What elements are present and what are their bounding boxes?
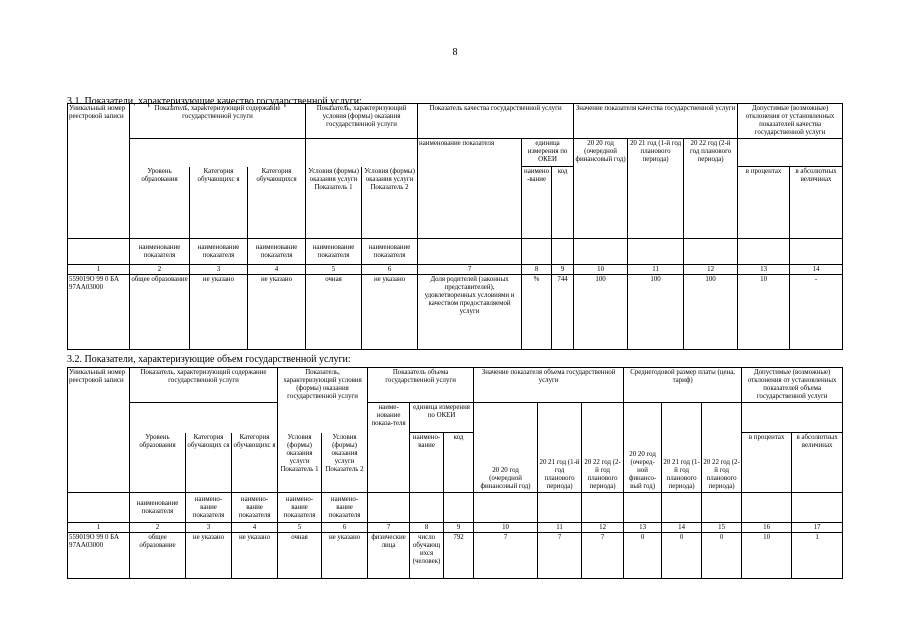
header-deviation-percent: в процентах bbox=[742, 433, 792, 493]
cell-value-2022: 100 bbox=[684, 275, 738, 350]
header-condition-2: Условия (формы) оказания услуги Показатель 2 bbox=[362, 167, 418, 239]
header-unit-code: код bbox=[552, 167, 574, 239]
volume-indicators-table bbox=[67, 367, 843, 579]
header-blank-cell bbox=[538, 493, 582, 523]
column-number: 11 bbox=[538, 523, 582, 533]
header-unique-number: Уникальный номер реестровой записи bbox=[68, 104, 130, 239]
cell-value-2020: 7 bbox=[474, 533, 538, 579]
header-content: Показатель, характеризующий содержание государственной услуги bbox=[130, 104, 306, 139]
header-unit-name: наимено-вание bbox=[522, 167, 552, 239]
header-value-2021: 20 21 год (1-й год планового периода) bbox=[538, 403, 582, 493]
header-blank-cell bbox=[628, 239, 684, 265]
column-number: 7 bbox=[418, 265, 522, 275]
header-indicator-name: наимено-вание показателя bbox=[278, 493, 322, 523]
header-blank-cell bbox=[418, 239, 522, 265]
header-quality-name: наименование показателя bbox=[418, 139, 522, 239]
header-student-category-1: Категория обучающихс я bbox=[190, 167, 248, 239]
cell-registry-id: 559019О 99 0 БА 97АА03000 bbox=[68, 275, 130, 350]
cell-condition-1: очная bbox=[306, 275, 362, 350]
column-number: 8 bbox=[410, 523, 444, 533]
header-student-category-1: Категория обучающих ся bbox=[186, 433, 232, 493]
cell-volume-indicator: физические лица bbox=[368, 533, 410, 579]
header-indicator-name: наименование показателя bbox=[306, 239, 362, 265]
cell-fee-2021: 0 bbox=[662, 533, 702, 579]
header-volume: Показатель объема государственной услуги bbox=[368, 368, 474, 403]
column-number: 3 bbox=[190, 265, 248, 275]
column-number: 14 bbox=[790, 265, 843, 275]
header-deviation-blank bbox=[738, 139, 843, 167]
header-unit: единица измерения по ОКЕИ bbox=[410, 403, 474, 433]
column-number: 7 bbox=[368, 523, 410, 533]
column-number: 6 bbox=[322, 523, 368, 533]
header-blank-cell bbox=[474, 493, 538, 523]
header-fee-2020: 20 20 год (очеред-ной финансо-вый год) bbox=[624, 403, 662, 493]
cell-student-category-2: не указано bbox=[232, 533, 278, 579]
header-blank-cell bbox=[792, 493, 843, 523]
quality-indicators-table bbox=[67, 103, 843, 350]
header-deviation: Допустимые (возможные) отклонения от установленных показателей качества государственной услуги bbox=[738, 104, 843, 139]
cell-value-2021: 100 bbox=[628, 275, 684, 350]
header-blank-cell bbox=[738, 239, 790, 265]
header-blank-cell bbox=[444, 493, 474, 523]
header-value-2020: 20 20 год (очередной финансовый год) bbox=[474, 403, 538, 493]
header-condition-2: Условия (формы) оказания услуги Показатель 2 bbox=[322, 433, 368, 493]
header-fee-2022: 20 22 год (2-й год планового периода) bbox=[702, 403, 742, 493]
header-value: Значение показателя качества государственной услуги bbox=[574, 104, 738, 139]
header-deviation-absolute: в абсолютных величинах bbox=[792, 433, 843, 493]
column-number: 6 bbox=[362, 265, 418, 275]
header-blank-cell bbox=[68, 239, 130, 265]
header-fee-2021: 20 21 год (1-й год планового периода) bbox=[662, 403, 702, 493]
section-heading-volume: 3.2. Показатели, характеризующие объем государственной услуги: bbox=[67, 354, 351, 365]
header-year-2022: 20 22 год (2-й год планового периода) bbox=[684, 139, 738, 239]
header-indicator-name: наименование показателя bbox=[248, 239, 306, 265]
column-number: 9 bbox=[552, 265, 574, 275]
header-blank-cell bbox=[582, 493, 624, 523]
header-deviation: Допустимые (возможные) отклонения от установленных показателей объема государственной услуги bbox=[742, 368, 843, 403]
cell-value-2022: 7 bbox=[582, 533, 624, 579]
column-number: 16 bbox=[742, 523, 792, 533]
cell-deviation-percent: 10 bbox=[738, 275, 790, 350]
header-indicator-name: наименование показателя bbox=[130, 239, 190, 265]
header-conditions-blank bbox=[306, 139, 418, 167]
column-number: 10 bbox=[474, 523, 538, 533]
header-content: Показатель, характеризующий содержание государственной услуги bbox=[130, 368, 278, 403]
column-number: 3 bbox=[186, 523, 232, 533]
header-volume-name: наиме-нование показа-теля bbox=[368, 403, 410, 493]
header-blank-cell bbox=[368, 493, 410, 523]
header-indicator-name: наимено-вание показателя bbox=[232, 493, 278, 523]
column-number: 13 bbox=[738, 265, 790, 275]
header-indicator-name: наименование показателя bbox=[130, 493, 186, 523]
header-deviation-percent: в процентах bbox=[738, 167, 790, 239]
cell-education-level: общее образование bbox=[130, 533, 186, 579]
column-number: 2 bbox=[130, 523, 186, 533]
cell-student-category-1: не указано bbox=[190, 275, 248, 350]
column-number: 17 bbox=[792, 523, 843, 533]
header-fee: Среднегодовой размер платы (цена, тариф) bbox=[624, 368, 742, 403]
table-row bbox=[68, 533, 843, 579]
cell-student-category-2: не указано bbox=[248, 275, 306, 350]
header-unique-number: Уникальный номер реестровой записи bbox=[68, 368, 130, 493]
column-number: 9 bbox=[444, 523, 474, 533]
header-blank-cell bbox=[552, 239, 574, 265]
column-number: 1 bbox=[68, 523, 130, 533]
column-number: 15 bbox=[702, 523, 742, 533]
cell-quality-indicator: Доля родителей (законных представителей), удовлетворенных условиями и качеством предоставляемой услуги bbox=[418, 275, 522, 350]
column-number: 4 bbox=[248, 265, 306, 275]
header-year-2020: 20 20 год (очередной финансовый год) bbox=[574, 139, 628, 239]
cell-unit-code: 744 bbox=[552, 275, 574, 350]
column-number: 5 bbox=[306, 265, 362, 275]
cell-condition-1: очная bbox=[278, 533, 322, 579]
header-blank-cell bbox=[574, 239, 628, 265]
header-value: Значение показателя объема государственной услуги bbox=[474, 368, 624, 403]
header-blank-cell bbox=[68, 493, 130, 523]
cell-fee-2020: 0 bbox=[624, 533, 662, 579]
column-number: 8 bbox=[522, 265, 552, 275]
cell-unit-name: число обучающ ихся (человек) bbox=[410, 533, 444, 579]
header-content-blank bbox=[130, 139, 306, 167]
column-number: 12 bbox=[684, 265, 738, 275]
header-indicator-name: наименование показателя bbox=[190, 239, 248, 265]
cell-student-category-1: не указано bbox=[186, 533, 232, 579]
header-blank-cell bbox=[624, 493, 662, 523]
page-number: 8 bbox=[452, 47, 458, 58]
cell-unit-code: 792 bbox=[444, 533, 474, 579]
cell-deviation-absolute: - bbox=[790, 275, 843, 350]
cell-value-2020: 100 bbox=[574, 275, 628, 350]
column-number: 12 bbox=[582, 523, 624, 533]
column-number: 4 bbox=[232, 523, 278, 533]
column-number: 10 bbox=[574, 265, 628, 275]
header-deviation-blank bbox=[742, 403, 843, 433]
column-number: 5 bbox=[278, 523, 322, 533]
cell-condition-2: не указано bbox=[362, 275, 418, 350]
header-conditions: Показатель, характеризующий условия (формы) оказания государственной услуги bbox=[278, 368, 368, 433]
header-student-category-2: Категория обучающихся bbox=[248, 167, 306, 239]
header-indicator-name: наимено-вание показателя bbox=[186, 493, 232, 523]
cell-deviation-percent: 10 bbox=[742, 533, 792, 579]
column-number: 2 bbox=[130, 265, 190, 275]
cell-registry-id: 559019О 99 0 БА 97АА03000 bbox=[68, 533, 130, 579]
header-indicator-name: наимено-вание показателя bbox=[322, 493, 368, 523]
cell-unit-name: % bbox=[522, 275, 552, 350]
header-unit-name: наимено-вание bbox=[410, 433, 444, 493]
section-heading-quality: 3.1. Показатели, характеризующие качество государственной услуги: bbox=[67, 96, 362, 107]
column-number: 14 bbox=[662, 523, 702, 533]
header-indicator-name: наименование показателя bbox=[362, 239, 418, 265]
column-number: 1 bbox=[68, 265, 130, 275]
header-blank-cell bbox=[410, 493, 444, 523]
header-student-category-2: Категория обучающихс я bbox=[232, 433, 278, 493]
header-blank-cell bbox=[662, 493, 702, 523]
cell-fee-2022: 0 bbox=[702, 533, 742, 579]
header-conditions: Показатель, характеризующий условия (формы) оказания государственной услуги bbox=[306, 104, 418, 139]
table-row bbox=[68, 275, 843, 350]
header-blank-cell bbox=[790, 239, 843, 265]
header-quality: Показатель качества государственной услуги bbox=[418, 104, 574, 139]
column-number: 11 bbox=[628, 265, 684, 275]
header-blank-cell bbox=[522, 239, 552, 265]
cell-deviation-absolute: 1 bbox=[792, 533, 843, 579]
header-unit-code: код bbox=[444, 433, 474, 493]
header-year-2021: 20 21 год (1-й год планового периода) bbox=[628, 139, 684, 239]
header-condition-1: Условия (формы) оказания услуги Показатель 1 bbox=[306, 167, 362, 239]
header-unit: единица измерения по ОКЕИ bbox=[522, 139, 574, 167]
header-education-level: Уровень образования bbox=[130, 433, 186, 493]
header-condition-1: Условия (формы) оказания услуги Показатель 1 bbox=[278, 433, 322, 493]
header-content-blank bbox=[130, 403, 278, 433]
header-value-2022: 20 22 год (2-й год планового периода) bbox=[582, 403, 624, 493]
header-deviation-absolute: в абсолютных величинах bbox=[790, 167, 843, 239]
column-number: 13 bbox=[624, 523, 662, 533]
cell-education-level: общее образование bbox=[130, 275, 190, 350]
cell-value-2021: 7 bbox=[538, 533, 582, 579]
header-blank-cell bbox=[684, 239, 738, 265]
header-education-level: Уровень образования bbox=[130, 167, 190, 239]
header-blank-cell bbox=[702, 493, 742, 523]
header-blank-cell bbox=[742, 493, 792, 523]
cell-condition-2: не указано bbox=[322, 533, 368, 579]
